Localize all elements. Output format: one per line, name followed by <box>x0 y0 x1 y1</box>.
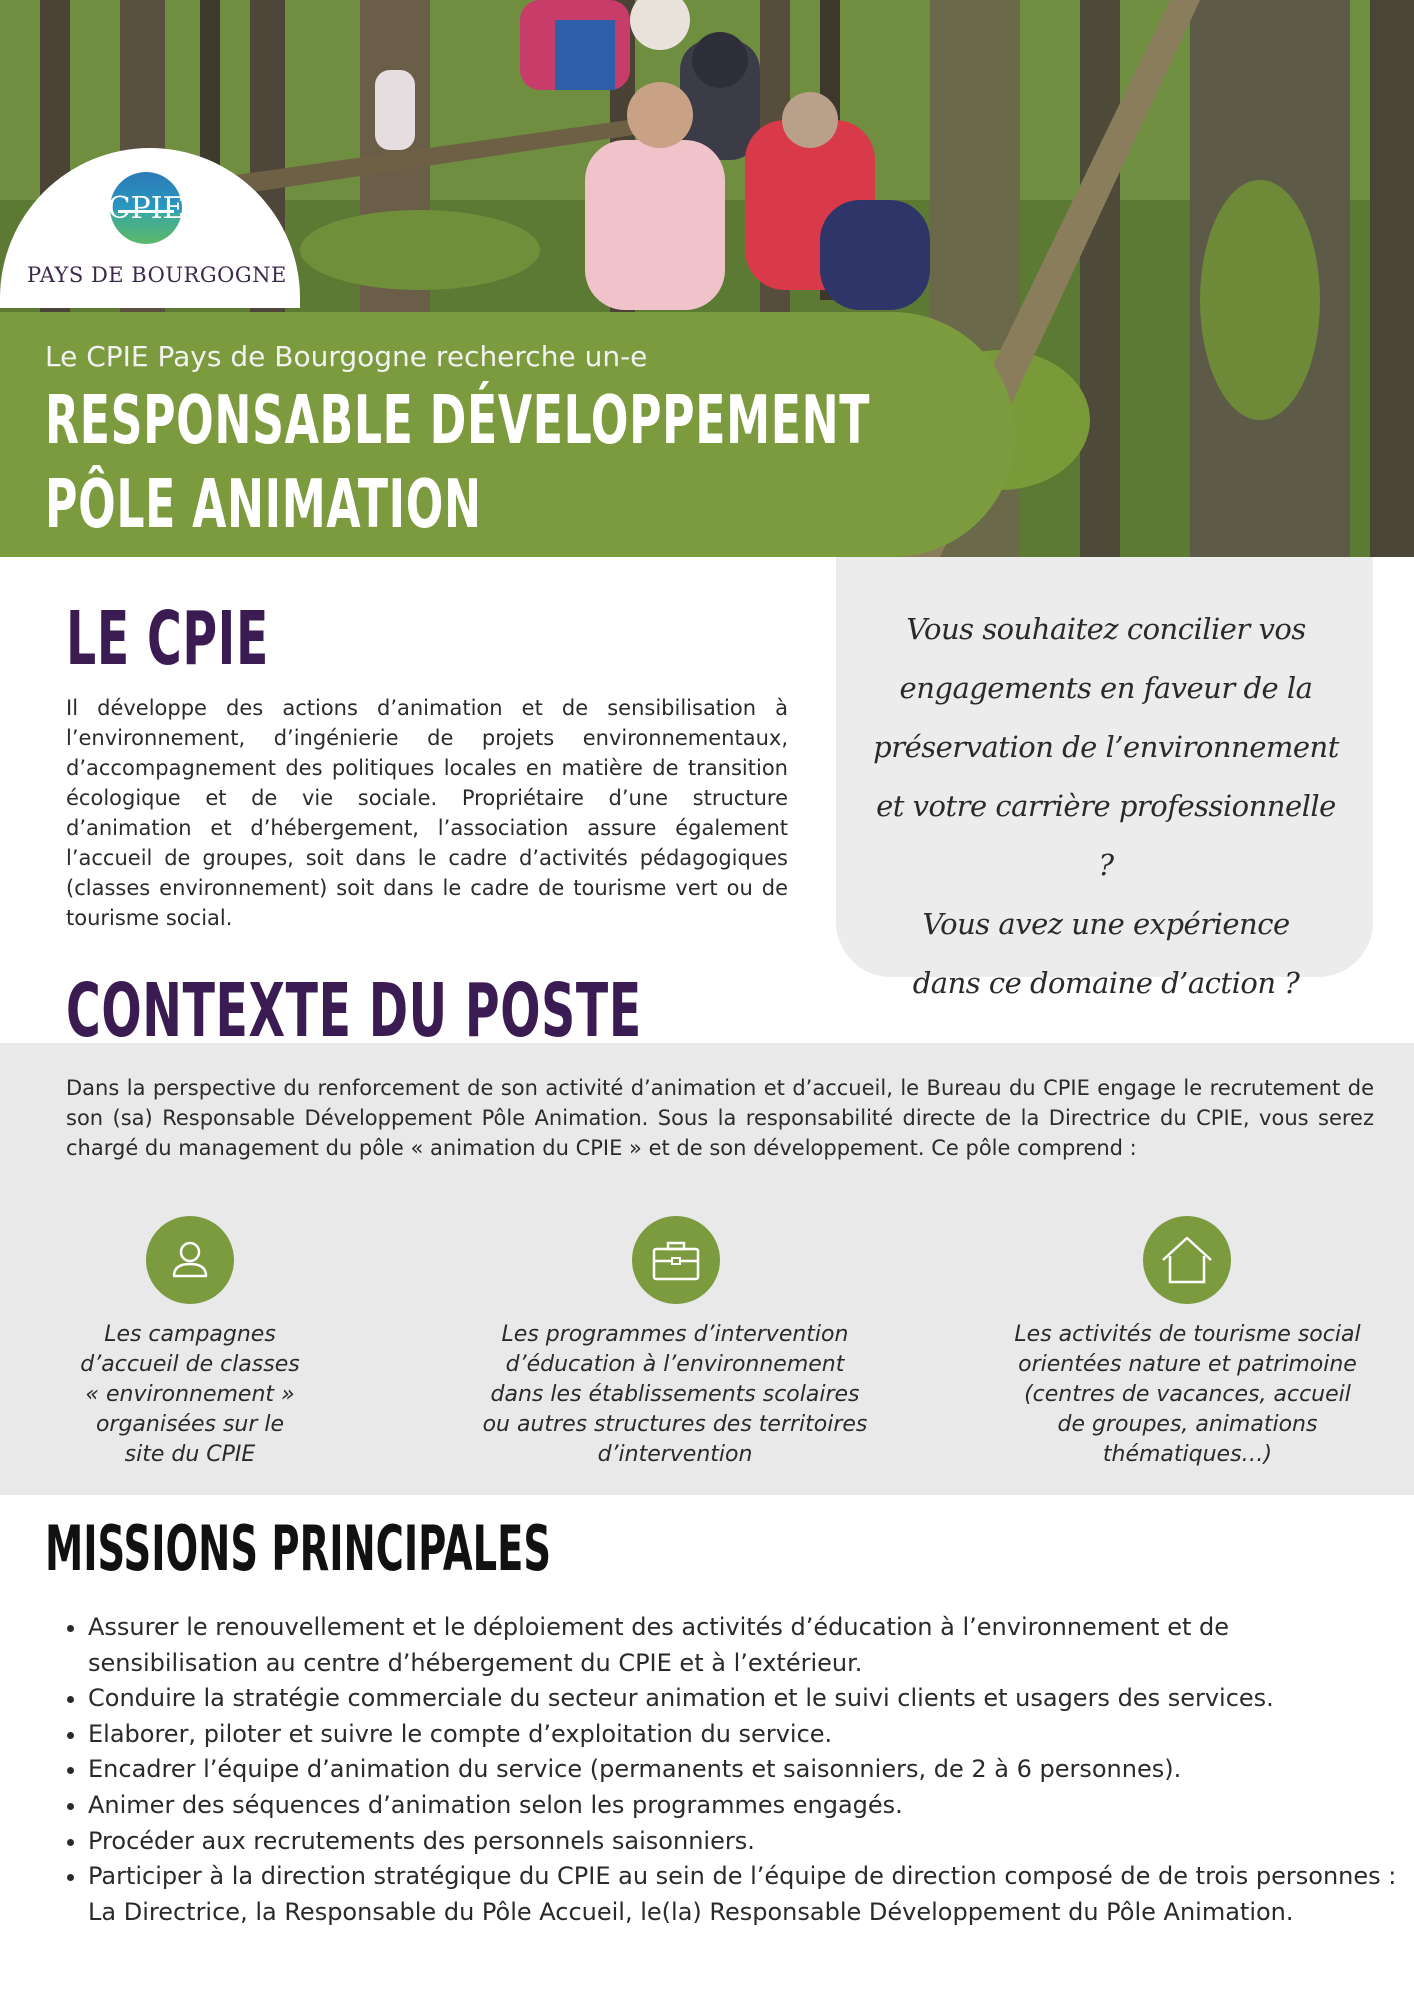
quote-text <box>866 600 1346 1013</box>
person-icon <box>146 1216 234 1304</box>
le-cpie-text: Il développe des actions d’animation et de sensibilisation à l’environnement, d’ingénierie de projets environnementaux, d’accompagnement des politiques locales en matière de transition écologique et de vie sociale. Propriétaire d’une structure d’animation et d’hébergement, l’association assure également l’accueil de groupes, soit dans le cadre d’activités pédagogiques (classes environnement) soit dans le cadre de tourisme vert ou de tourisme social. <box>66 696 788 930</box>
job-title <box>45 378 870 546</box>
list-item: • Conduire la stratégie commerciale du secteur animation et le suivi clients et usagers des services. <box>88 1681 1398 1717</box>
pole-line: thématiques…) <box>1102 1442 1273 1467</box>
quote-line: préservation de l’environnement <box>873 730 1339 764</box>
banner-intro: Le CPIE Pays de Bourgogne recherche un-e <box>45 340 648 373</box>
list-item: • Procéder aux recrutements des personnels saisonniers. <box>88 1824 1398 1860</box>
quote-line: dans ce domaine d’action ? <box>912 966 1300 1000</box>
contexte-heading: CONTEXTE DU POSTE <box>66 968 642 1054</box>
le-cpie-heading: LE CPIE <box>66 596 269 682</box>
quote-line: Vous avez une expérience <box>922 907 1290 941</box>
pole-line: site du CPIE <box>124 1442 256 1467</box>
pole-line: de groupes, animations <box>1057 1412 1318 1437</box>
cpie-logo-icon <box>108 170 184 246</box>
pole-line: ou autres structures des territoires <box>482 1412 868 1437</box>
pole-line: Les campagnes <box>104 1322 276 1347</box>
pole-line: « environnement » <box>85 1382 295 1407</box>
house-icon <box>1143 1216 1231 1304</box>
contexte-text: Dans la perspective du renforcement de son activité d’animation et d’accueil, le Bureau du CPIE engage le recrutement de son (sa) Responsable Développement Pôle Animation. Sous la responsabilité directe de la Directrice du CPIE, vous serez chargé du management du pôle « animation du CPIE » et de son développement. Ce pôle comprend : <box>66 1076 1374 1160</box>
pole-line: orientées nature et patrimoine <box>1018 1352 1357 1377</box>
quote-line: et votre carrière professionnelle ? <box>876 789 1336 882</box>
list-item: • Participer à la direction stratégique du CPIE au sein de l’équipe de direction composé de de trois personnes : La Directrice, la Responsable du Pôle Accueil, le(la) Responsable Développement du Pôle Animation. <box>88 1859 1398 1930</box>
quote-line: engagements en faveur de la <box>899 671 1313 705</box>
pole-programmes <box>455 1320 895 1470</box>
pole-line: organisées sur le <box>95 1412 285 1437</box>
pole-line: d’éducation à l’environnement <box>505 1352 845 1377</box>
pole-line: d’accueil de classes <box>80 1352 300 1377</box>
list-item: • Assurer le renouvellement et le déploiement des activités d’éducation à l’environnement et de sensibilisation au centre d’hébergement du CPIE et à l’extérieur. <box>88 1610 1398 1681</box>
pole-line: d’intervention <box>597 1442 753 1467</box>
pole-line: Les activités de tourisme social <box>1014 1322 1361 1347</box>
missions-list <box>58 1610 1398 1930</box>
job-title-line-1: RESPONSABLE DÉVELOPPEMENT <box>45 381 871 459</box>
quote-line: Vous souhaitez concilier vos <box>906 612 1306 646</box>
logo-subtitle: PAYS DE BOURGOGNE <box>27 263 287 287</box>
pole-line: Les programmes d’intervention <box>501 1322 849 1347</box>
pole-tourisme <box>975 1320 1400 1470</box>
pole-line: dans les établissements scolaires <box>490 1382 860 1407</box>
list-item: • Animer des séquences d’animation selon les programmes engagés. <box>88 1788 1398 1824</box>
list-item: • Elaborer, piloter et suivre le compte d’exploitation du service. <box>88 1717 1398 1753</box>
job-title-line-2: PÔLE ANIMATION <box>45 465 482 543</box>
pole-classes <box>40 1320 340 1470</box>
pole-line: (centres de vacances, accueil <box>1024 1382 1351 1407</box>
missions-heading: MISSIONS PRINCIPALES <box>45 1512 552 1585</box>
briefcase-icon <box>632 1216 720 1304</box>
logo-wordmark: CPIE <box>108 191 184 226</box>
list-item: • Encadrer l’équipe d’animation du service (permanents et saisonniers, de 2 à 6 personnes). <box>88 1752 1398 1788</box>
